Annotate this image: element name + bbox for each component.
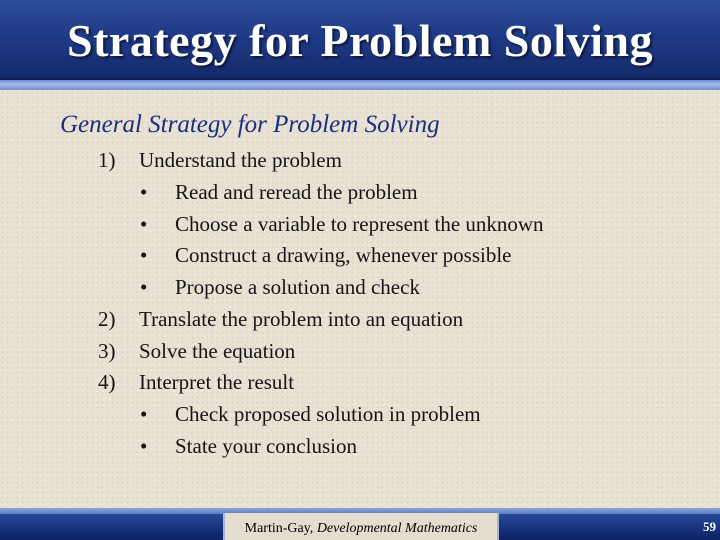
step-text: Solve the equation bbox=[139, 339, 296, 363]
sub-step-text: Propose a solution and check bbox=[175, 275, 420, 299]
bullet-icon: • bbox=[140, 275, 148, 299]
step-number: 3) bbox=[98, 339, 116, 363]
footer-credit bbox=[223, 521, 499, 537]
bullet-icon: • bbox=[140, 243, 148, 267]
slide-title: Strategy for Problem Solving bbox=[67, 15, 653, 66]
sub-step-text: Check proposed solution in problem bbox=[175, 402, 481, 426]
footer-author: Martin-Gay, bbox=[244, 521, 317, 536]
sub-step-text: State your conclusion bbox=[175, 434, 357, 458]
title-divider bbox=[0, 80, 720, 90]
sub-step-text: Choose a variable to represent the unknown bbox=[175, 212, 544, 236]
sub-step-text: Construct a drawing, whenever possible bbox=[175, 243, 512, 267]
step-text: Interpret the result bbox=[139, 370, 295, 394]
bullet-icon: • bbox=[140, 212, 148, 236]
bullet-icon: • bbox=[140, 180, 148, 204]
slide-subtitle: General Strategy for Problem Solving bbox=[60, 111, 440, 138]
bullet-icon: • bbox=[140, 434, 148, 458]
sub-step-text: Read and reread the problem bbox=[175, 180, 418, 204]
step-number: 2) bbox=[98, 307, 116, 331]
step-number: 1) bbox=[98, 148, 116, 172]
step-text: Translate the problem into an equation bbox=[139, 307, 464, 331]
page-number: 59 bbox=[703, 519, 716, 534]
bullet-icon: • bbox=[140, 402, 148, 426]
step-text: Understand the problem bbox=[139, 148, 342, 172]
step-number: 4) bbox=[98, 370, 116, 394]
footer-book-title: Developmental Mathematics bbox=[316, 521, 478, 536]
